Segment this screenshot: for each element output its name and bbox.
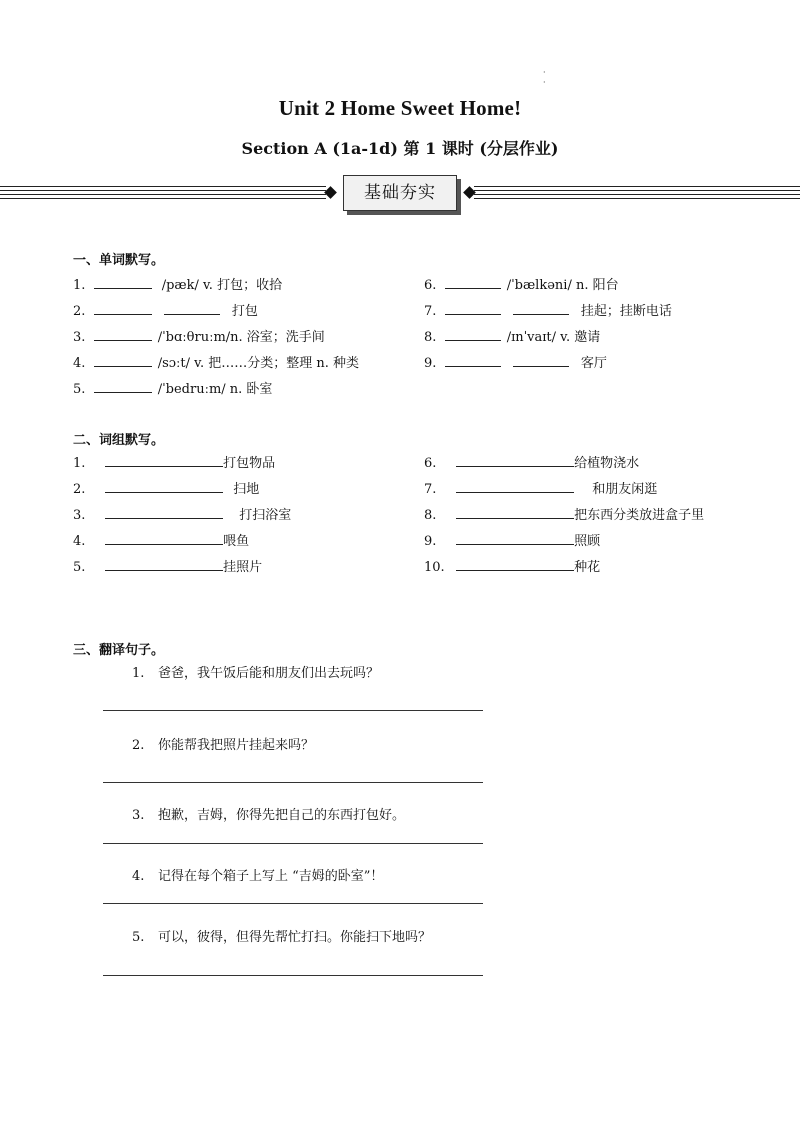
page-subtitle: Section A (1a-1d) 第 1 课时 (分层作业) <box>241 139 559 158</box>
answer-blank[interactable] <box>164 302 220 315</box>
page-title: Unit 2 Home Sweet Home! <box>278 96 522 120</box>
phrase-item: 8. 把东西分类放进盒子里 <box>424 508 705 523</box>
phrase-item: 3. 打扫浴室 <box>73 508 292 523</box>
word-item: 1. /pæk/ v. 打包；收拾 <box>73 278 283 293</box>
answer-blank[interactable] <box>513 354 569 367</box>
sentence-item: 1. 爸爸，我午饭后能和朋友们出去玩吗？ <box>132 666 380 681</box>
answer-blank[interactable] <box>105 454 223 467</box>
phrase-item: 4. 喂鱼 <box>73 534 250 549</box>
phrase-item: 1. 打包物品 <box>73 456 276 471</box>
answer-blank[interactable] <box>94 328 152 341</box>
answer-blank[interactable] <box>105 532 223 545</box>
section-badge: 基础夯实 <box>343 175 457 211</box>
answer-blank[interactable] <box>105 558 223 571</box>
sentence-item: 4. 记得在每个箱子上写上 “吉姆的卧室”！ <box>132 869 384 884</box>
sentence-item: 2. 你能帮我把照片挂起来吗？ <box>132 738 315 753</box>
answer-blank[interactable] <box>445 276 501 289</box>
phrase-item: 10. 种花 <box>424 560 601 575</box>
word-item: 6. /ˈbælkəni/ n. 阳台 <box>424 278 619 293</box>
phrase-item: 6. 给植物浇水 <box>424 456 640 471</box>
answer-blank[interactable] <box>105 480 223 493</box>
answer-blank[interactable] <box>94 380 152 393</box>
answer-blank[interactable] <box>456 454 574 467</box>
left-diamond-icon <box>324 186 337 199</box>
word-item: 5. /ˈbedruːm/ n. 卧室 <box>73 382 273 397</box>
answer-blank[interactable] <box>456 480 574 493</box>
phrase-item: 7. 和朋友闲逛 <box>424 482 658 497</box>
answer-blank[interactable] <box>456 558 574 571</box>
word-item: 8. /ɪnˈvaɪt/ v. 邀请 <box>424 330 601 345</box>
sentence-item: 5. 可以，彼得，但得先帮忙打扫。你能扫下地吗？ <box>132 930 432 945</box>
section1-heading: 一、单词默写。 <box>73 253 165 268</box>
word-item: 7. 挂起；挂断电话 <box>424 304 672 319</box>
answer-line[interactable] <box>103 843 483 844</box>
answer-blank[interactable] <box>94 354 152 367</box>
answer-blank[interactable] <box>456 506 574 519</box>
word-item: 4. /sɔːt/ v. 把……分类；整理 n. 种类 <box>73 356 359 371</box>
answer-blank[interactable] <box>445 354 501 367</box>
answer-line[interactable] <box>103 710 483 711</box>
word-item: 3. /ˈbɑːθruːm/n. 浴室；洗手间 <box>73 330 325 345</box>
answer-line[interactable] <box>103 903 483 904</box>
word-item: 9. 客厅 <box>424 356 607 371</box>
answer-line[interactable] <box>103 782 483 783</box>
phrase-item: 2. 扫地 <box>73 482 260 497</box>
sentence-item: 3. 抱歉，吉姆，你得先把自己的东西打包好。 <box>132 808 406 823</box>
right-diamond-icon <box>463 186 476 199</box>
answer-line[interactable] <box>103 975 483 976</box>
phrase-item: 5. 挂照片 <box>73 560 263 575</box>
section3-heading: 三、翻译句子。 <box>73 643 165 658</box>
answer-blank[interactable] <box>105 506 223 519</box>
word-item: 2. 打包 <box>73 304 258 319</box>
phrase-item: 9. 照顾 <box>424 534 601 549</box>
section2-heading: 二、词组默写。 <box>73 433 165 448</box>
answer-blank[interactable] <box>456 532 574 545</box>
stray-marks: · · <box>543 68 546 87</box>
answer-blank[interactable] <box>445 302 501 315</box>
answer-blank[interactable] <box>445 328 501 341</box>
answer-blank[interactable] <box>94 276 152 289</box>
answer-blank[interactable] <box>513 302 569 315</box>
answer-blank[interactable] <box>94 302 152 315</box>
